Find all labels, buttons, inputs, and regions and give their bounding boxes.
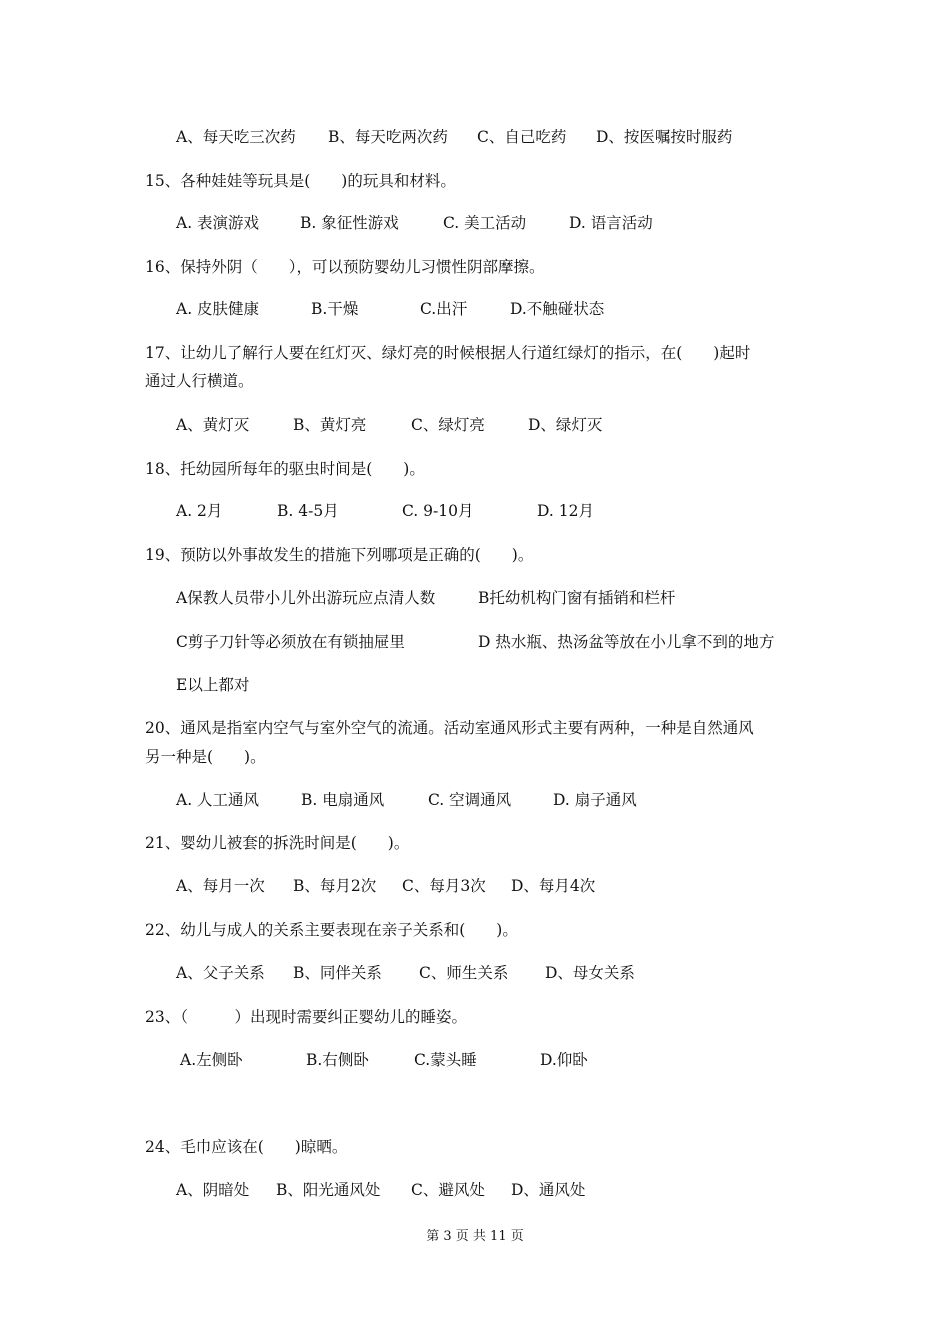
q20-option-d: D. 扇子通风 [553,791,637,809]
q23-option-b: B.右侧卧 [306,1051,369,1069]
q21-option-a: A、每月一次 [176,877,265,895]
q22-option-d: D、母女关系 [545,964,635,982]
q22-stem: 22、幼儿与成人的关系主要表现在亲子关系和( )。 [145,921,518,939]
q15-option-b: B. 象征性游戏 [300,214,399,232]
q20-option-c: C. 空调通风 [428,791,512,809]
q17-stem-line2: 通过人行横道。 [145,372,254,390]
q23-option-c: C.蒙头睡 [414,1051,477,1069]
q16-option-a: A. 皮肤健康 [176,300,260,318]
q16-stem: 16、保持外阴（ ），可以预防婴幼儿习惯性阴部摩擦。 [145,258,545,276]
q24-option-b: B、阳光通风处 [276,1181,381,1199]
q17-option-c: C、绿灯亮 [411,416,485,434]
q19-option-a: A保教人员带小儿外出游玩应点清人数 [176,589,436,607]
q24-option-c: C、避风处 [411,1181,485,1199]
q21-option-b: B、每月2次 [293,877,377,895]
q14-option-a: A、每天吃三次药 [176,128,296,146]
q15-option-a: A. 表演游戏 [176,214,260,232]
q20-option-b: B. 电扇通风 [301,791,385,809]
q17-option-b: B、黄灯亮 [293,416,367,434]
q22-option-c: C、师生关系 [419,964,509,982]
q16-option-b: B.干燥 [311,300,359,318]
q15-option-c: C. 美工活动 [443,214,527,232]
q18-option-d: D. 12月 [537,502,594,520]
q14-option-d: D、按医嘱按时服药 [596,128,733,146]
q24-option-d: D、通风处 [511,1181,586,1199]
q14-option-c: C、自己吃药 [477,128,567,146]
q19-option-e: E以上都对 [176,676,250,694]
q16-option-c: C.出汗 [420,300,468,318]
q20-stem-line2: 另一种是( )。 [145,748,266,766]
q17-option-a: A、黄灯灭 [176,416,250,434]
q19-stem: 19、预防以外事故发生的措施下列哪项是正确的( )。 [145,546,534,564]
q18-option-c: C. 9-10月 [402,502,474,520]
q14-option-b: B、每天吃两次药 [328,128,448,146]
q22-option-b: B、同伴关系 [293,964,382,982]
q21-option-d: D、每月4次 [511,877,596,895]
q17-stem-line1: 17、让幼儿了解行人要在红灯灭、绿灯亮的时候根据人行道红绿灯的指示，在( )起时 [145,344,751,362]
page-number-footer: 第 3 页 共 11 页 [426,1229,524,1244]
q21-stem: 21、婴幼儿被套的拆洗时间是( )。 [145,834,410,852]
q19-option-b: B托幼机构门窗有插销和栏杆 [478,589,676,607]
q24-stem: 24、毛巾应该在( )晾晒。 [145,1138,348,1156]
q22-option-a: A、父子关系 [176,964,265,982]
q20-stem-line1: 20、通风是指室内空气与室外空气的流通。活动室通风形式主要有两种，一种是自然通风 [145,719,754,737]
q17-option-d: D、绿灯灭 [528,416,603,434]
q23-stem: 23、（ ）出现时需要纠正婴幼儿的睡姿。 [145,1008,467,1026]
q24-option-a: A、阴暗处 [176,1181,250,1199]
q20-option-a: A. 人工通风 [176,791,260,809]
q16-option-d: D.不触碰状态 [510,300,605,318]
q23-option-a: A.左侧卧 [180,1051,243,1069]
q19-option-d: D 热水瓶、热汤盆等放在小儿拿不到的地方 [478,633,775,651]
q19-option-c: C剪子刀针等必须放在有锁抽屉里 [176,633,405,651]
q23-option-d: D.仰卧 [540,1051,588,1069]
q15-stem: 15、各种娃娃等玩具是( )的玩具和材料。 [145,172,456,190]
q15-option-d: D. 语言活动 [569,214,653,232]
q18-option-a: A. 2月 [176,502,223,520]
q18-option-b: B. 4-5月 [277,502,339,520]
q18-stem: 18、托幼园所每年的驱虫时间是( )。 [145,460,425,478]
q21-option-c: C、每月3次 [402,877,486,895]
